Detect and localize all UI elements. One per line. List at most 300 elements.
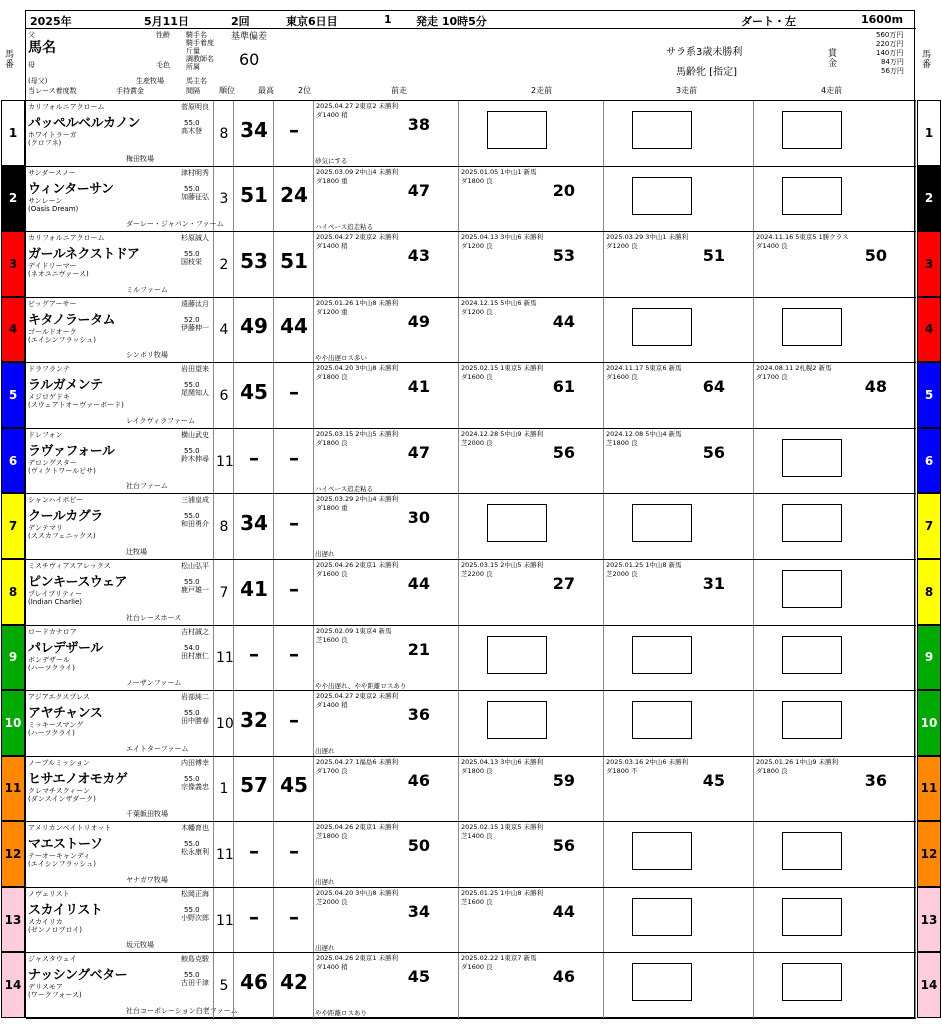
- blank-box: [782, 570, 842, 608]
- race-dist: 芝2200 良: [461, 570, 493, 578]
- race-score: 38: [407, 115, 430, 134]
- damsire: (ネオユニヴァース): [28, 270, 89, 279]
- race-score: 43: [407, 246, 430, 266]
- race-no: 1: [384, 13, 392, 26]
- race-4: [754, 822, 916, 887]
- race-date: 2025.03.29 3中山1 未勝利: [606, 233, 689, 242]
- race-1: [314, 429, 459, 494]
- race-score: 50: [407, 836, 430, 856]
- blank-box: [632, 111, 692, 149]
- race-date: 2025.01.25 1中山8 未勝利: [461, 888, 544, 897]
- col-prev3: 3走前: [676, 86, 698, 95]
- race-date: 2025.03.15 2中山5 未勝利: [316, 429, 399, 438]
- race-date: 2025.03.09 2中山4 未勝利: [316, 167, 399, 176]
- horse-row: [26, 232, 916, 298]
- horse-number-right: 5: [917, 362, 941, 428]
- weight: 55.0: [184, 774, 200, 783]
- race-score: 44: [407, 574, 430, 593]
- rank-cell: [214, 691, 234, 756]
- race-3: [604, 691, 754, 756]
- race-sheet: [25, 10, 915, 1018]
- trainer: 鹿戸雄一: [181, 586, 209, 594]
- race-dist: ダ1200 良: [461, 307, 493, 316]
- trainer: 加藤征弘: [181, 192, 209, 201]
- race-dist: ダ1600 良: [461, 373, 493, 382]
- race-score: 36: [864, 770, 887, 790]
- race-2: [459, 626, 604, 691]
- rank-cell: [214, 232, 234, 297]
- dam: ゴールドオーク: [28, 327, 77, 336]
- horse-number-right: 6: [917, 428, 941, 494]
- race-1: [314, 757, 459, 822]
- horse-row: [26, 691, 916, 757]
- jockey: 菅原明良: [181, 103, 209, 111]
- race-1: [314, 691, 459, 756]
- best-score: 34: [240, 117, 268, 142]
- rank: 8: [219, 519, 229, 536]
- race-date: 2025.01.25 1中山8 新馬: [606, 561, 682, 569]
- race-3: [604, 232, 754, 297]
- jockey: 岩部純二: [181, 693, 209, 702]
- race-score: 21: [407, 639, 430, 659]
- label-owner: 馬主名: [186, 77, 207, 85]
- rank-cell: [214, 560, 234, 625]
- label-color: 毛色: [156, 61, 170, 69]
- year: 2025年: [30, 15, 72, 28]
- race-date: 2025.02.22 1東京7 新馬: [461, 954, 537, 963]
- second-score: –: [289, 445, 299, 470]
- horse-number-right: 9: [917, 625, 941, 691]
- best-score: 32: [240, 707, 268, 732]
- trainer: 鈴木伸尋: [181, 454, 209, 463]
- farm: シンボリ牧場: [126, 351, 168, 360]
- horse-number-left: 9: [1, 625, 25, 691]
- jockey: 松山弘平: [181, 562, 209, 570]
- dam: デイドリーマー: [28, 262, 77, 271]
- race-dist: 芝1800 良: [316, 832, 348, 841]
- race-note: 出遅れ: [315, 747, 335, 756]
- best-score: –: [249, 904, 259, 929]
- horse-row: [26, 888, 916, 954]
- horse-row: [26, 757, 916, 823]
- best-score: 34: [240, 511, 268, 536]
- race-2: [459, 560, 604, 625]
- race-2: [459, 298, 604, 363]
- race-4: [754, 757, 916, 822]
- race-condition: サラ系3歳未勝利: [666, 47, 743, 58]
- blank-box: [487, 111, 547, 149]
- race-dist: ダ1700 良: [316, 766, 348, 775]
- jockey: 木幡育也: [181, 824, 209, 833]
- horse-name: パレデザール: [28, 640, 103, 656]
- horse-number-right: 8: [917, 559, 941, 625]
- horse-name: ピンキースウェア: [28, 575, 127, 590]
- race-2: [459, 494, 604, 559]
- race-3: [604, 101, 754, 166]
- best-score: 57: [240, 773, 268, 798]
- blank-box: [782, 701, 842, 739]
- race-dist: ダ1700 良: [756, 373, 788, 382]
- trainer: 宗像義忠: [181, 782, 209, 791]
- weight: 55.0: [184, 512, 200, 521]
- label-weight: 斤量: [186, 47, 200, 55]
- horse-name: ラヴァフォール: [28, 443, 115, 459]
- race-1: [314, 101, 459, 166]
- race-date: 2025.04.26 2東京1 未勝利: [316, 823, 399, 832]
- kijun-label: 基準偏差: [231, 32, 268, 42]
- damsire: (Oasis Dream): [28, 204, 79, 213]
- race-1: [314, 167, 459, 232]
- horse-number-right: 12: [917, 821, 941, 887]
- race-score: 50: [864, 246, 887, 266]
- label-jockey: 騎手名: [186, 31, 207, 39]
- rank: 1: [219, 781, 229, 798]
- race-score: 49: [407, 311, 430, 331]
- race-score: 45: [702, 770, 725, 790]
- uma-label-right: 馬番: [922, 50, 932, 70]
- race-date: 2025.04.26 2東京1 未勝利: [316, 954, 399, 963]
- blank-box: [487, 504, 547, 542]
- horse-row: [26, 953, 916, 1019]
- blank-box: [632, 504, 692, 542]
- farm: 坂元牧場: [126, 941, 154, 950]
- horse-number-left: 13: [1, 887, 25, 953]
- dam: プレイブリティー: [28, 590, 83, 598]
- dam: メジロゲドキ: [28, 393, 70, 402]
- race-dist: ダ1600 良: [461, 963, 493, 972]
- race-dist: 芝2000 良: [461, 438, 493, 447]
- race-2: [459, 822, 604, 887]
- label-damsire: (母父): [28, 77, 48, 85]
- race-1: [314, 822, 459, 887]
- race-date: 2025.01.05 1中山1 新馬: [461, 167, 537, 176]
- race-score: 61: [552, 377, 575, 397]
- rank: 3: [219, 191, 229, 208]
- rank: 6: [219, 388, 229, 405]
- sire: カリフォルニアクローム: [28, 103, 105, 111]
- race-2: [459, 888, 604, 953]
- blank-box: [632, 898, 692, 936]
- sire: ノーブルミッション: [28, 758, 90, 767]
- race-2: [459, 953, 604, 1018]
- start-time: 発走 10時5分: [416, 15, 487, 28]
- race-dist: ダ1800 不: [606, 766, 638, 775]
- rank-cell: [214, 626, 234, 691]
- farm: 梅田牧場: [126, 154, 154, 163]
- horse-number-left: 12: [1, 821, 25, 887]
- blank-box: [487, 701, 547, 739]
- rank: 10: [216, 715, 234, 732]
- horse-number-right: 4: [917, 297, 941, 363]
- blank-box: [782, 504, 842, 542]
- sire: アジアエクスプレス: [28, 693, 90, 702]
- trainer: 和田勇介: [181, 520, 209, 529]
- second-score: –: [289, 904, 299, 929]
- race-1: [314, 494, 459, 559]
- horse-number-left: 2: [1, 166, 25, 232]
- rank: 8: [219, 125, 229, 142]
- rank-cell: [214, 363, 234, 428]
- trainer: 田村康仁: [181, 651, 209, 660]
- weight: 55.0: [184, 709, 200, 718]
- farm: ノーザンファーム: [126, 679, 182, 688]
- race-dist: ダ1600 良: [316, 570, 348, 578]
- horse-name: キタノラータム: [28, 312, 115, 328]
- weight: 55.0: [184, 184, 200, 193]
- blank-box: [782, 308, 842, 346]
- label-affil: 所属: [186, 63, 200, 71]
- sire: アメリカンペイトリオット: [28, 824, 112, 833]
- farm: 千葉飯田牧場: [126, 810, 168, 819]
- horse-number-left: 4: [1, 297, 25, 363]
- horse-row: [26, 560, 916, 626]
- damsire: (ススカフェニックス): [28, 532, 96, 541]
- rank: 5: [219, 978, 229, 995]
- damsire: (ダンスインザダーク): [28, 794, 96, 803]
- race-3: [604, 167, 754, 232]
- col-prev2: 2走前: [531, 86, 553, 95]
- sire: シャンハイボビー: [28, 496, 84, 505]
- rank-cell: [214, 298, 234, 363]
- horse-name: マエストーソ: [28, 837, 103, 853]
- col-second: 2位: [298, 86, 312, 95]
- horse-number-left: 11: [1, 756, 25, 822]
- dam: デリスモア: [28, 983, 63, 992]
- race-score: 31: [702, 574, 725, 593]
- race-date: 2025.02.15 1東京5 未勝利: [461, 364, 544, 373]
- rank: 7: [219, 584, 229, 601]
- weight: 55.0: [184, 840, 200, 849]
- horse-row: [26, 494, 916, 560]
- race-note: 出遅れ: [315, 550, 335, 559]
- weight: 54.0: [184, 643, 200, 652]
- race-dist: ダ1800 良: [461, 766, 493, 775]
- race-2: [459, 101, 604, 166]
- prize-1: 560万円: [876, 31, 904, 39]
- race-date: 2025.04.13 3中山6 未勝利: [461, 233, 544, 242]
- second-score: 44: [280, 314, 308, 339]
- race-score: 46: [552, 967, 575, 987]
- race-date: 2025.01.26 1中山9 未勝利: [756, 757, 839, 766]
- race-score: 47: [407, 180, 430, 200]
- horse-number-left: 1: [1, 100, 25, 166]
- race-date: 2025.03.15 2中山5 未勝利: [461, 561, 544, 569]
- jockey: 杉原誠人: [181, 234, 209, 243]
- second-score: 51: [280, 248, 308, 273]
- race-date: 2025.04.27 2東京2 未勝利: [316, 233, 399, 242]
- second-score: –: [289, 576, 299, 601]
- dam: サンレーン: [28, 196, 63, 205]
- horse-name: ウィンターサン: [28, 181, 114, 197]
- blank-box: [632, 963, 692, 1001]
- label-interval: 間隔: [186, 87, 200, 95]
- race-date: 2025.04.13 3中山6 未勝利: [461, 757, 544, 766]
- race-score: 41: [407, 377, 430, 397]
- race-4: [754, 494, 916, 559]
- race-dist: 芝1600 良: [316, 635, 348, 644]
- sire: ミスチヴィアスアレックス: [28, 562, 111, 570]
- race-1: [314, 626, 459, 691]
- sire: ロードカナロア: [28, 627, 77, 636]
- second-score: –: [289, 117, 299, 142]
- farm: レイクヴィラファーム: [126, 416, 195, 425]
- horse-row: [26, 298, 916, 364]
- horse-row: [26, 429, 916, 495]
- race-score: 51: [702, 246, 725, 266]
- race-score: 56: [552, 836, 575, 856]
- race-4: [754, 363, 916, 428]
- race-dist: ダ1800 良: [316, 373, 348, 382]
- best-score: –: [249, 445, 259, 470]
- race-score: 36: [407, 705, 430, 725]
- damsire: (スウェアトオーヴァーボード): [28, 401, 124, 410]
- trainer: 小野次郎: [181, 913, 209, 922]
- blank-box: [632, 636, 692, 674]
- rank-cell: [214, 494, 234, 559]
- col-prev4: 4走前: [821, 86, 843, 95]
- damsire: (ワークフォース): [28, 991, 82, 1000]
- sub-header: [26, 29, 916, 101]
- blank-box: [632, 701, 692, 739]
- damsire: (Indian Charlie): [28, 598, 82, 606]
- race-header: [26, 11, 916, 29]
- best-score: 46: [240, 970, 268, 995]
- jockey: 鮫島克駿: [181, 955, 209, 964]
- farm: 社台ファーム: [126, 482, 168, 491]
- horse-name: ナッシングベター: [28, 968, 128, 984]
- race-1: [314, 232, 459, 297]
- race-3: [604, 363, 754, 428]
- dam: ボンデザール: [28, 655, 70, 664]
- race-date: 2025.02.15 1東京5 未勝利: [461, 823, 544, 832]
- jockey: 遠藤汰月: [181, 299, 209, 308]
- damsire: (クロフネ): [28, 139, 62, 147]
- label-dam: 母: [28, 61, 35, 69]
- race-date: 2024.08.11 2札幌2 新馬: [756, 364, 832, 373]
- horse-row: [26, 363, 916, 429]
- horse-number-right: 14: [917, 952, 941, 1018]
- race-date: 2025.04.27 1福島6 未勝利: [316, 757, 399, 766]
- horse-number-left: 6: [1, 428, 25, 494]
- race-note: 出遅れ: [315, 878, 335, 887]
- blank-box: [632, 177, 692, 215]
- race-score: 45: [407, 967, 430, 987]
- race-dist: ダ1400 稍: [316, 701, 348, 710]
- trainer: 尾関知人: [181, 389, 209, 398]
- rank-cell: [214, 167, 234, 232]
- second-score: –: [289, 839, 299, 864]
- race-dist: 芝1400 良: [461, 832, 493, 841]
- race-4: [754, 691, 916, 756]
- race-dist: ダ1800 重: [316, 176, 348, 185]
- horse-row: [26, 626, 916, 692]
- race-dist: ダ1800 良: [756, 766, 788, 775]
- best-score: –: [249, 642, 259, 667]
- jockey: 三浦皇成: [181, 496, 209, 505]
- race-score: 56: [552, 442, 575, 462]
- surface: ダート・左: [741, 15, 796, 28]
- race-dist: ダ1400 良: [756, 242, 788, 251]
- blank-box: [487, 636, 547, 674]
- dam: デロングスター: [28, 458, 77, 467]
- race-3: [604, 560, 754, 625]
- jockey: 横山武史: [181, 430, 209, 439]
- race-4: [754, 232, 916, 297]
- race-score: 30: [407, 508, 430, 528]
- sire: ドレフォン: [28, 430, 63, 439]
- jockey: 岩田望来: [181, 365, 209, 374]
- race-score: 44: [552, 901, 575, 921]
- horse-number-left: 5: [1, 362, 25, 428]
- race-dist: ダ1800 良: [461, 176, 493, 185]
- weight: 55.0: [184, 578, 200, 586]
- blank-box: [782, 177, 842, 215]
- horse-name: ガールネクストドア: [28, 247, 140, 263]
- horse-name: アヤチャンス: [28, 706, 103, 722]
- race-4: [754, 953, 916, 1018]
- race-dist: ダ1800 重: [316, 504, 348, 513]
- rank: 11: [216, 912, 234, 929]
- second-score: –: [289, 511, 299, 536]
- horse-number-right: 1: [917, 100, 941, 166]
- farm: ヤナガワ牧場: [126, 875, 168, 884]
- prize-4: 84万円: [881, 58, 904, 66]
- horse-name: ヒサエノオモカゲ: [28, 771, 128, 787]
- horse-name: パッペルベルカノン: [28, 116, 140, 131]
- race-2: [459, 691, 604, 756]
- label-name: 馬名: [28, 40, 56, 56]
- race-dist: 芝1600 良: [461, 897, 493, 906]
- race-3: [604, 429, 754, 494]
- horse-number-left: 3: [1, 231, 25, 297]
- race-note: やや距離ロスあり: [315, 1009, 367, 1018]
- horse-number-right: 10: [917, 690, 941, 756]
- label-prize: 手持賞金: [116, 87, 144, 95]
- rank-cell: [214, 953, 234, 1018]
- race-dist: ダ1800 良: [316, 438, 348, 447]
- blank-box: [782, 111, 842, 149]
- date: 5月11日: [144, 15, 189, 28]
- blank-box: [782, 832, 842, 870]
- sire: サンダースノー: [28, 168, 76, 177]
- race-score: 44: [552, 311, 575, 331]
- horse-number-left: 8: [1, 559, 25, 625]
- race-score: 64: [702, 377, 725, 397]
- rank: 11: [216, 847, 234, 864]
- jockey: 内田博幸: [181, 758, 209, 767]
- horse-number-right: 3: [917, 231, 941, 297]
- damsire: (ハーツクライ): [28, 729, 75, 738]
- trainer: 国枝栄: [181, 258, 202, 267]
- damsire: (エイシンフラッシュ): [28, 860, 97, 869]
- race-4: [754, 626, 916, 691]
- race-date: 2024.11.17 5東京6 新馬: [606, 364, 682, 373]
- race-note: やや出遅ロス多い: [315, 353, 367, 362]
- race-4: [754, 167, 916, 232]
- kai: 2回: [231, 15, 250, 28]
- prize-3: 140万円: [876, 49, 904, 57]
- dam: ホワイトラーガ: [28, 131, 77, 139]
- second-score: 42: [280, 970, 308, 995]
- rank-cell: [214, 757, 234, 822]
- race-3: [604, 298, 754, 363]
- weight: 55.0: [184, 905, 200, 914]
- race-dist: ダ1400 稍: [316, 111, 348, 119]
- race-date: 2024.11.16 5東京5 1勝クラス: [756, 233, 849, 242]
- jockey: 松岡正海: [181, 889, 209, 898]
- race-1: [314, 298, 459, 363]
- sire: ジャスタウェイ: [28, 955, 77, 964]
